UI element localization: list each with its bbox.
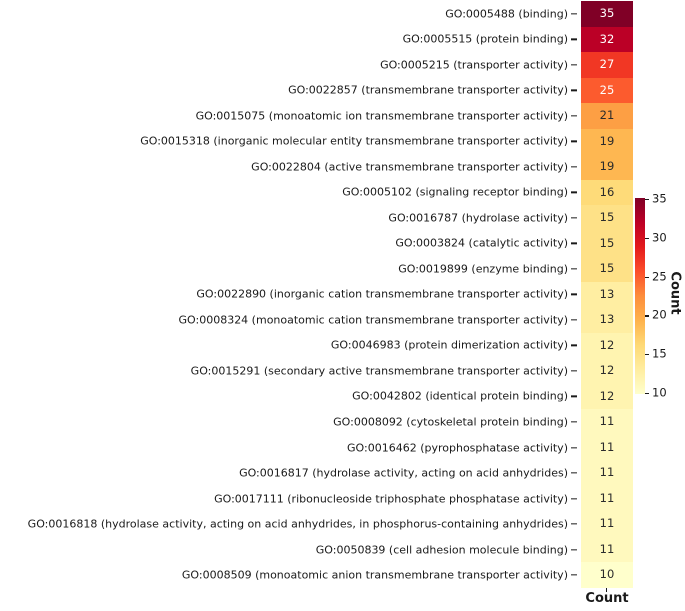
heatmap-cell (581, 307, 633, 333)
y-axis-tick (571, 268, 577, 269)
y-axis-tick (571, 39, 577, 40)
y-axis-tick (571, 243, 577, 244)
colorbar-tick-label: 30 (652, 230, 667, 245)
cell-value: 25 (599, 82, 615, 97)
heatmap-cell (581, 256, 633, 282)
cell-value: 10 (599, 567, 615, 582)
heatmap-row (0, 27, 633, 53)
row-label: GO:0016817 (hydrolase activity, acting on acid anhydrides) (239, 466, 568, 480)
y-axis-tick (571, 90, 577, 91)
heatmap-cell (581, 562, 633, 588)
row-label: GO:0003824 (catalytic activity) (395, 236, 568, 250)
cell-value: 12 (599, 363, 615, 378)
y-axis-tick (571, 574, 577, 575)
cell-value: 11 (599, 490, 615, 505)
y-axis-tick (571, 421, 577, 422)
heatmap-cell (581, 511, 633, 537)
row-label: GO:0042802 (identical protein binding) (352, 389, 568, 403)
y-axis-tick (571, 13, 577, 14)
heatmap-row (0, 435, 633, 461)
heatmap-row (0, 231, 633, 257)
row-label: GO:0046983 (protein dimerization activity) (330, 338, 568, 352)
colorbar-tick (645, 238, 649, 239)
cell-value: 19 (599, 159, 615, 174)
heatmap-cell (581, 180, 633, 206)
row-label: GO:0005215 (transporter activity) (380, 58, 568, 72)
heatmap-cell (581, 409, 633, 435)
row-label: GO:0005102 (signaling receptor binding) (342, 185, 568, 199)
heatmap-row (0, 460, 633, 486)
row-label: GO:0005515 (protein binding) (402, 32, 568, 46)
y-axis-tick (571, 345, 577, 346)
row-label: GO:0008324 (monoatomic cation transmembrane transporter activity) (178, 313, 568, 327)
x-axis-label: Count (585, 591, 629, 606)
heatmap-row (0, 180, 633, 206)
cell-value: 13 (599, 286, 615, 301)
cell-value: 35 (599, 6, 615, 20)
heatmap-cell (581, 205, 633, 231)
row-label: GO:0005488 (binding) (445, 7, 568, 21)
y-axis-tick (571, 396, 577, 397)
y-axis-tick (571, 192, 577, 193)
heatmap-row (0, 511, 633, 537)
cell-value: 15 (599, 235, 615, 250)
heatmap-row (0, 256, 633, 282)
y-axis-tick (571, 549, 577, 550)
heatmap-cell (581, 282, 633, 308)
colorbar-tick (645, 393, 649, 394)
heatmap-row (0, 358, 633, 384)
heatmap-row (0, 333, 633, 359)
colorbar-tick (645, 277, 649, 278)
heatmap-cell (581, 333, 633, 359)
heatmap-row (0, 537, 633, 563)
cell-value: 15 (599, 261, 615, 276)
heatmap-row (0, 205, 633, 231)
cell-value: 11 (599, 541, 615, 556)
heatmap-cell (581, 537, 633, 563)
heatmap-row (0, 282, 633, 308)
heatmap-cell (581, 103, 633, 129)
row-label: GO:0022890 (inorganic cation transmembrane transporter activity) (196, 287, 568, 301)
colorbar-tick-label: 10 (652, 385, 667, 400)
row-label: GO:0015075 (monoatomic ion transmembrane transporter activity) (195, 109, 568, 123)
row-label: GO:0008092 (cytoskeletal protein binding) (333, 415, 568, 429)
heatmap-row (0, 486, 633, 512)
y-axis-tick (571, 447, 577, 448)
cell-value: 19 (599, 133, 615, 148)
row-label: GO:0022857 (transmembrane transporter activity) (288, 83, 568, 97)
row-label: GO:0022804 (active transmembrane transporter activity) (251, 160, 568, 174)
heatmap-row (0, 409, 633, 435)
colorbar (635, 198, 645, 394)
y-axis-tick (571, 294, 577, 295)
heatmap-row (0, 562, 633, 588)
heatmap-row (0, 154, 633, 180)
cell-value: 11 (599, 414, 615, 429)
y-axis-tick (571, 217, 577, 218)
heatmap-cell (581, 435, 633, 461)
heatmap-row (0, 129, 633, 155)
heatmap-cell (581, 154, 633, 180)
cell-value: 15 (599, 210, 615, 225)
heatmap-row (0, 307, 633, 333)
heatmap-row (0, 52, 633, 78)
colorbar-tick (645, 354, 649, 355)
cell-value: 11 (599, 516, 615, 531)
heatmap-row (0, 1, 633, 27)
y-axis-tick (571, 523, 577, 524)
colorbar-tick-label: 35 (652, 191, 667, 206)
cell-value: 32 (599, 31, 615, 46)
row-label: GO:0008509 (monoatomic anion transmembrane transporter activity) (181, 568, 568, 582)
y-axis-tick (571, 64, 577, 65)
heatmap-cell (581, 460, 633, 486)
heatmap-cell (581, 78, 633, 104)
row-label: GO:0017111 (ribonucleoside triphosphate phosphatase activity) (214, 492, 568, 506)
row-label: GO:0015291 (secondary active transmembrane transporter activity) (190, 364, 568, 378)
cell-value: 16 (599, 184, 615, 199)
y-axis-tick (571, 370, 577, 371)
heatmap-cell (581, 52, 633, 78)
heatmap-row (0, 103, 633, 129)
row-label: GO:0019899 (enzyme binding) (398, 262, 568, 276)
cell-value: 12 (599, 388, 615, 403)
row-label: GO:0050839 (cell adhesion molecule binding) (315, 543, 568, 557)
heatmap-cell (581, 231, 633, 257)
cell-value: 13 (599, 312, 615, 327)
heatmap-cell (581, 486, 633, 512)
cell-value: 12 (599, 337, 615, 352)
cell-value: 27 (599, 57, 615, 72)
heatmap-plot-area (0, 1, 633, 588)
heatmap-row (0, 78, 633, 104)
heatmap-cell (581, 1, 633, 27)
cell-value: 11 (599, 465, 615, 480)
colorbar-tick-label: 25 (652, 268, 667, 283)
colorbar-tick-label: 20 (652, 307, 667, 322)
heatmap-cell (581, 129, 633, 155)
y-axis-tick (571, 319, 577, 320)
y-axis-tick (571, 115, 577, 116)
heatmap-row (0, 384, 633, 410)
cell-value: 11 (599, 439, 615, 454)
row-label: GO:0016818 (hydrolase activity, acting on acid anhydrides, in phosphorus-containing anhydrides) (27, 517, 568, 531)
y-axis-tick (571, 141, 577, 142)
y-axis-tick (571, 498, 577, 499)
row-label: GO:0016787 (hydrolase activity) (388, 211, 568, 225)
row-label: GO:0015318 (inorganic molecular entity transmembrane transporter activity) (140, 134, 568, 148)
colorbar-tick (645, 199, 649, 200)
colorbar-tick (645, 315, 649, 316)
row-label: GO:0016462 (pyrophosphatase activity) (347, 441, 568, 455)
heatmap-cell (581, 27, 633, 53)
colorbar-tick-label: 15 (652, 346, 667, 361)
heatmap-cell (581, 358, 633, 384)
heatmap-cell (581, 384, 633, 410)
colorbar-label: Count (667, 271, 683, 315)
y-axis-tick (571, 472, 577, 473)
y-axis-tick (571, 166, 577, 167)
cell-value: 21 (599, 108, 615, 123)
